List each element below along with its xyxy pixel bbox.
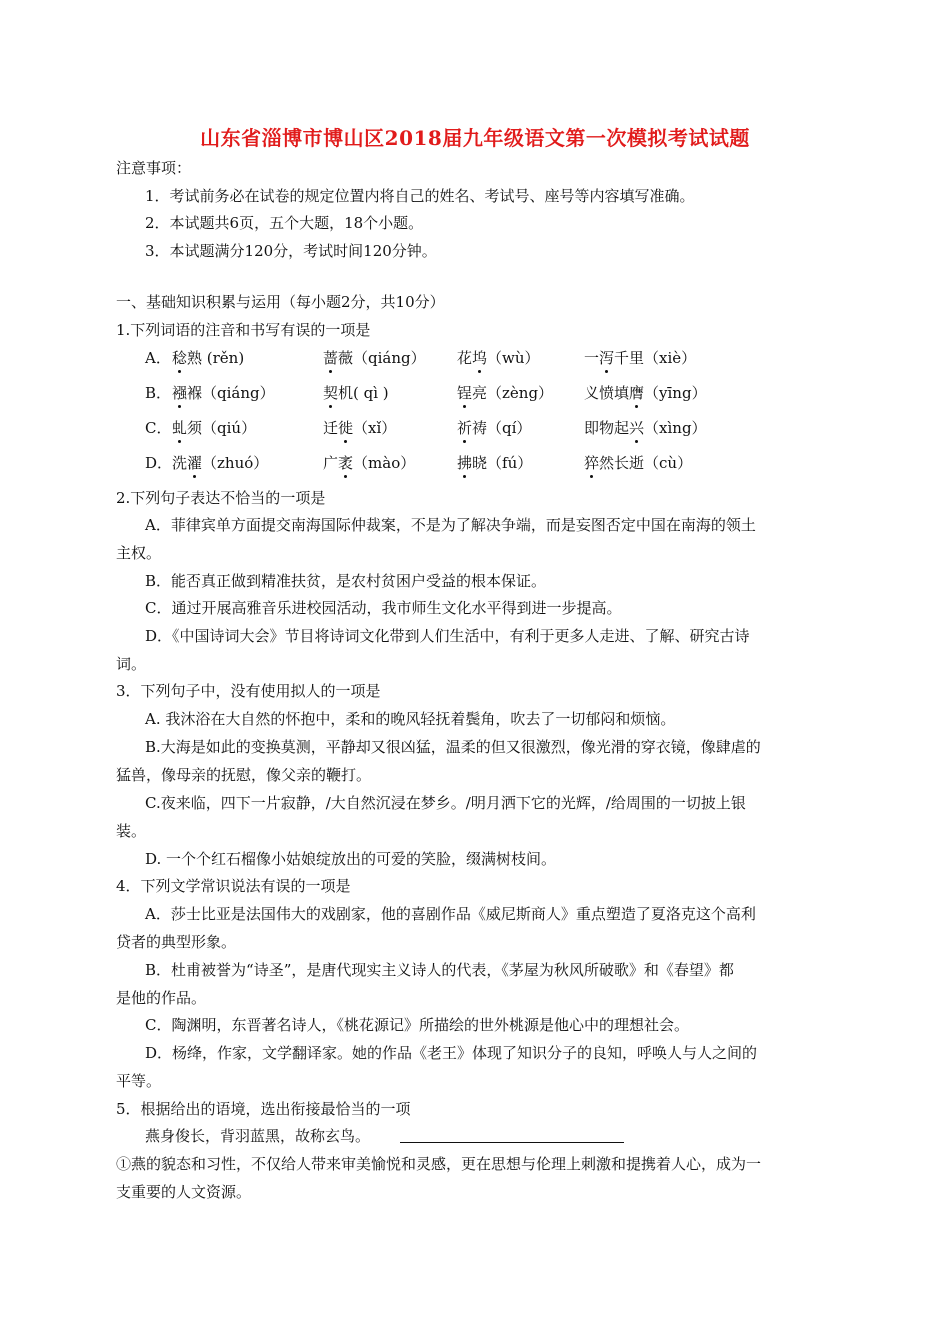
q1-word-c3: 祈祷（qí） [457, 419, 532, 437]
q2-option-d-cont: 词。 [116, 655, 147, 673]
q3-option-a: A. 我沐浴在大自然的怀抱中，柔和的晚风轻抚着鬓角，吹去了一切郁闷和烦恼。 [145, 710, 676, 728]
q1-word-a2: 蔷薇（qiáng） [323, 349, 426, 367]
q4-option-b-cont: 是他的作品。 [116, 989, 207, 1007]
q4-option-d-cont: 平等。 [116, 1072, 162, 1090]
q1-word-b1: 襁褓（qiáng） [172, 384, 275, 402]
q1-word-c2: 迁徙（xǐ） [323, 419, 397, 437]
notice-item-1: 1．考试前务必在试卷的规定位置内将自己的姓名、考试号、座号等内容填写准确。 [145, 187, 695, 205]
q4-option-b: B．杜甫被誉为“诗圣”，是唐代现实主义诗人的代表，《茅屋为秋风所破歌》和《春望》都 [145, 961, 734, 979]
q5-stem: 5．根据给出的语境，选出衔接最恰当的一项 [116, 1100, 411, 1118]
q1-stem: 1.下列词语的注音和书写有误的一项是 [116, 321, 371, 339]
q3-stem: 3．下列句子中，没有使用拟人的一项是 [116, 682, 381, 700]
q2-option-b: B．能否真正做到精准扶贫，是农村贫困户受益的根本保证。 [145, 572, 547, 590]
notice-heading: 注意事项： [116, 159, 192, 177]
q1-word-d1: 洗濯（zhuó） [172, 454, 269, 472]
q1-word-a1: 稔熟 (rěn) [172, 349, 245, 367]
notice-item-2: 2．本试题共6页，五个大题，18个小题。 [145, 214, 424, 232]
q4-stem: 4．下列文学常识说法有误的一项是 [116, 877, 351, 895]
q2-option-a: A．菲律宾单方面提交南海国际仲裁案，不是为了解决争端，而是妄图否定中国在南海的领土 [145, 516, 756, 534]
q1-word-c4: 即物起兴（xìng） [584, 419, 707, 437]
q2-stem: 2.下列句子表达不恰当的一项是 [116, 489, 326, 507]
q3-option-b: B.大海是如此的变换莫测，平静却又很凶猛，温柔的但又很激烈，像光滑的穿衣镜，像肆虐的 [145, 738, 761, 756]
q3-option-b-cont: 猛兽，像母亲的抚慰，像父亲的鞭打。 [116, 766, 372, 784]
q1-option-label-b: B． [145, 384, 172, 402]
q1-word-b3: 锃亮（zèng） [457, 384, 554, 402]
q1-word-b2: 契机( qì ) [323, 384, 389, 402]
q5-option-1: ①燕的貌态和习性，不仅给人带来审美愉悦和灵感，更在思想与伦理上刺激和提携着人心，成为一 [116, 1155, 762, 1173]
q2-option-a-cont: 主权。 [116, 544, 162, 562]
q4-option-c: C．陶渊明，东晋著名诗人，《桃花源记》所描绘的世外桃源是他心中的理想社会。 [145, 1016, 689, 1034]
q1-option-label-a: A． [145, 349, 171, 367]
q5-option-1-cont: 支重要的人文资源。 [116, 1183, 252, 1201]
q1-option-label-d: D． [145, 454, 173, 472]
section-1-heading: 一、基础知识积累与运用（每小题2分，共10分） [116, 293, 445, 311]
q3-option-d: D. 一个个红石榴像小姑娘绽放出的可爱的笑脸，缀满树枝间。 [145, 850, 557, 868]
q1-word-d4: 猝然长逝（cù） [584, 454, 693, 472]
q4-option-a-cont: 贷者的典型形象。 [116, 933, 237, 951]
q3-option-c-cont: 装。 [116, 822, 147, 840]
q2-option-c: C．通过开展高雅音乐进校园活动，我市师生文化水平得到进一步提高。 [145, 599, 622, 617]
q5-context: 燕身俊长，背羽蓝黑，故称玄鸟。 [145, 1127, 371, 1145]
q1-word-d3: 拂晓（fú） [457, 454, 533, 472]
notice-item-3: 3．本试题满分120分，考试时间120分钟。 [145, 242, 437, 260]
q2-option-d: D．《中国诗词大会》节目将诗词文化带到人们生活中，有利于更多人走进、了解、研究古诗 [145, 627, 750, 645]
q3-option-c: C.夜来临，四下一片寂静，/大自然沉浸在梦乡。/明月洒下它的光辉，/给周围的一切披上银 [145, 794, 746, 812]
q1-option-label-c: C． [145, 419, 172, 437]
q1-word-d2: 广袤（mào） [323, 454, 416, 472]
q1-word-a4: 一泻千里（xiè） [584, 349, 697, 367]
q1-word-a3: 花坞（wù） [457, 349, 540, 367]
exam-title: 山东省淄博市博山区2018届九年级语文第一次模拟考试试题 [200, 126, 750, 150]
q1-word-b4: 义愤填膺（yīng） [584, 384, 707, 402]
q4-option-d: D．杨绛，作家，文学翻译家。她的作品《老王》体现了知识分子的良知，呼唤人与人之间的 [145, 1044, 758, 1062]
q1-word-c1: 虬须（qiú） [172, 419, 257, 437]
q4-option-a: A．莎士比亚是法国伟大的戏剧家，他的喜剧作品《威尼斯商人》重点塑造了夏洛克这个高利 [145, 905, 756, 923]
q5-answer-blank [400, 1142, 624, 1143]
